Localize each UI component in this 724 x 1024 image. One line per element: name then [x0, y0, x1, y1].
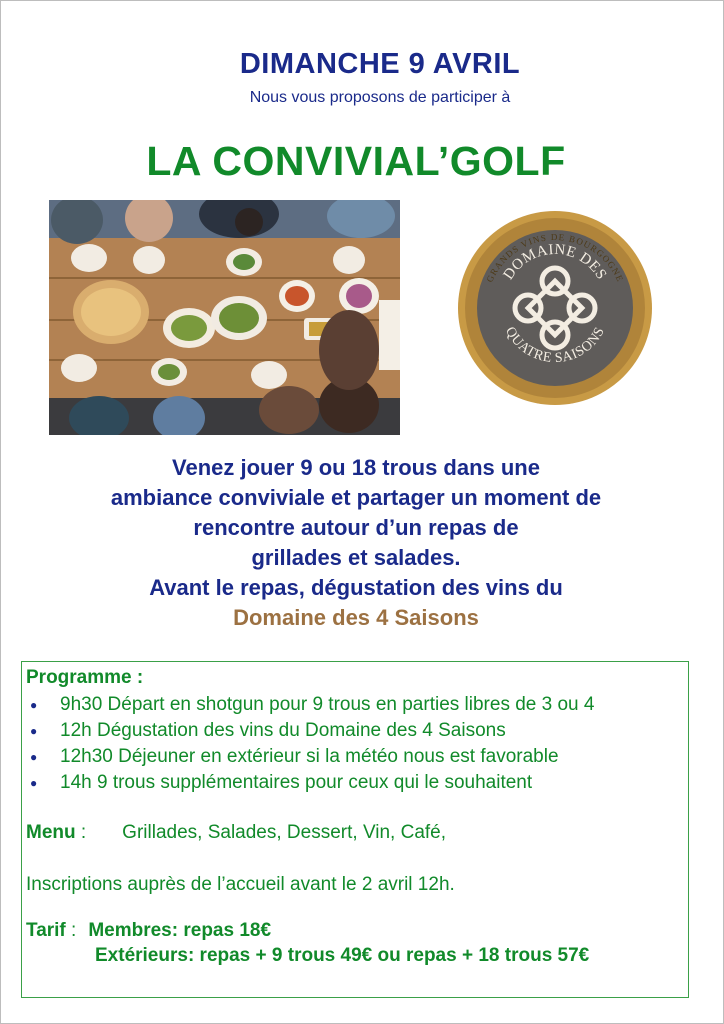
- wine-estate-seal: [455, 208, 655, 408]
- bullet-icon: ●: [30, 724, 38, 738]
- programme-item: ● 14h 9 trous supplémentaires pour ceux qui le souhaitent: [22, 770, 682, 796]
- menu-line: [26, 822, 446, 844]
- programme-item: ● 12h Dégustation des vins du Domaine des 4 Saisons: [22, 718, 682, 744]
- menu-items: Grillades, Salades, Dessert, Vin, Café,: [122, 822, 447, 843]
- domaine-quatre-saisons-logo: [455, 208, 655, 408]
- members-price: Membres: repas 18€: [88, 920, 272, 941]
- seal-line2: QUATRE SAISONS: [501, 324, 609, 367]
- event-description: [0, 453, 712, 633]
- description-line: Avant le repas, dégustation des vins du: [149, 575, 563, 600]
- menu-label: Menu: [26, 822, 76, 843]
- programme-box: [21, 661, 689, 998]
- programme-item: ● 9h30 Départ en shotgun pour 9 trous en parties libres de 3 ou 4: [22, 692, 682, 718]
- event-title: LA CONVIVIAL’GOLF: [146, 138, 566, 184]
- seal-arc-text: GRANDS VINS DE BOURGOGNE: [484, 231, 626, 284]
- seal-line1: DOMAINE DES: [500, 241, 610, 283]
- bullet-icon: ●: [30, 750, 38, 764]
- bullet-icon: ●: [30, 776, 38, 790]
- tarif-label: Tarif: [26, 920, 66, 941]
- menu-separator: :: [75, 822, 87, 843]
- inscription-info: Inscriptions auprès de l’accueil avant le 2 avril 12h.: [26, 874, 455, 895]
- programme-item: ● 12h30 Déjeuner en extérieur si la météo nous est favorable: [22, 744, 682, 770]
- description-line: Venez jouer 9 ou 18 trous dans une: [172, 455, 540, 480]
- bullet-icon: ●: [30, 698, 38, 712]
- description-line: ambiance conviviale et partager un moment de: [110, 485, 602, 510]
- description-line: grillades et salades.: [251, 545, 461, 570]
- tarif-separator: :: [65, 920, 77, 941]
- programme-title: Programme :: [26, 667, 144, 688]
- programme-list: [22, 692, 682, 796]
- tarif-line: [26, 920, 271, 942]
- event-date: DIMANCHE 9 AVRIL: [239, 48, 521, 80]
- intro-text: Nous vous proposons de participer à: [249, 89, 511, 106]
- dinner-table-photo: [49, 200, 400, 435]
- domain-name: Domaine des 4 Saisons: [233, 605, 479, 630]
- dinner-table-image: [49, 200, 400, 435]
- external-price: Extérieurs: repas + 9 trous 49€ ou repas + 18 trous 57€: [95, 945, 590, 966]
- description-line: rencontre autour d’un repas de: [193, 515, 519, 540]
